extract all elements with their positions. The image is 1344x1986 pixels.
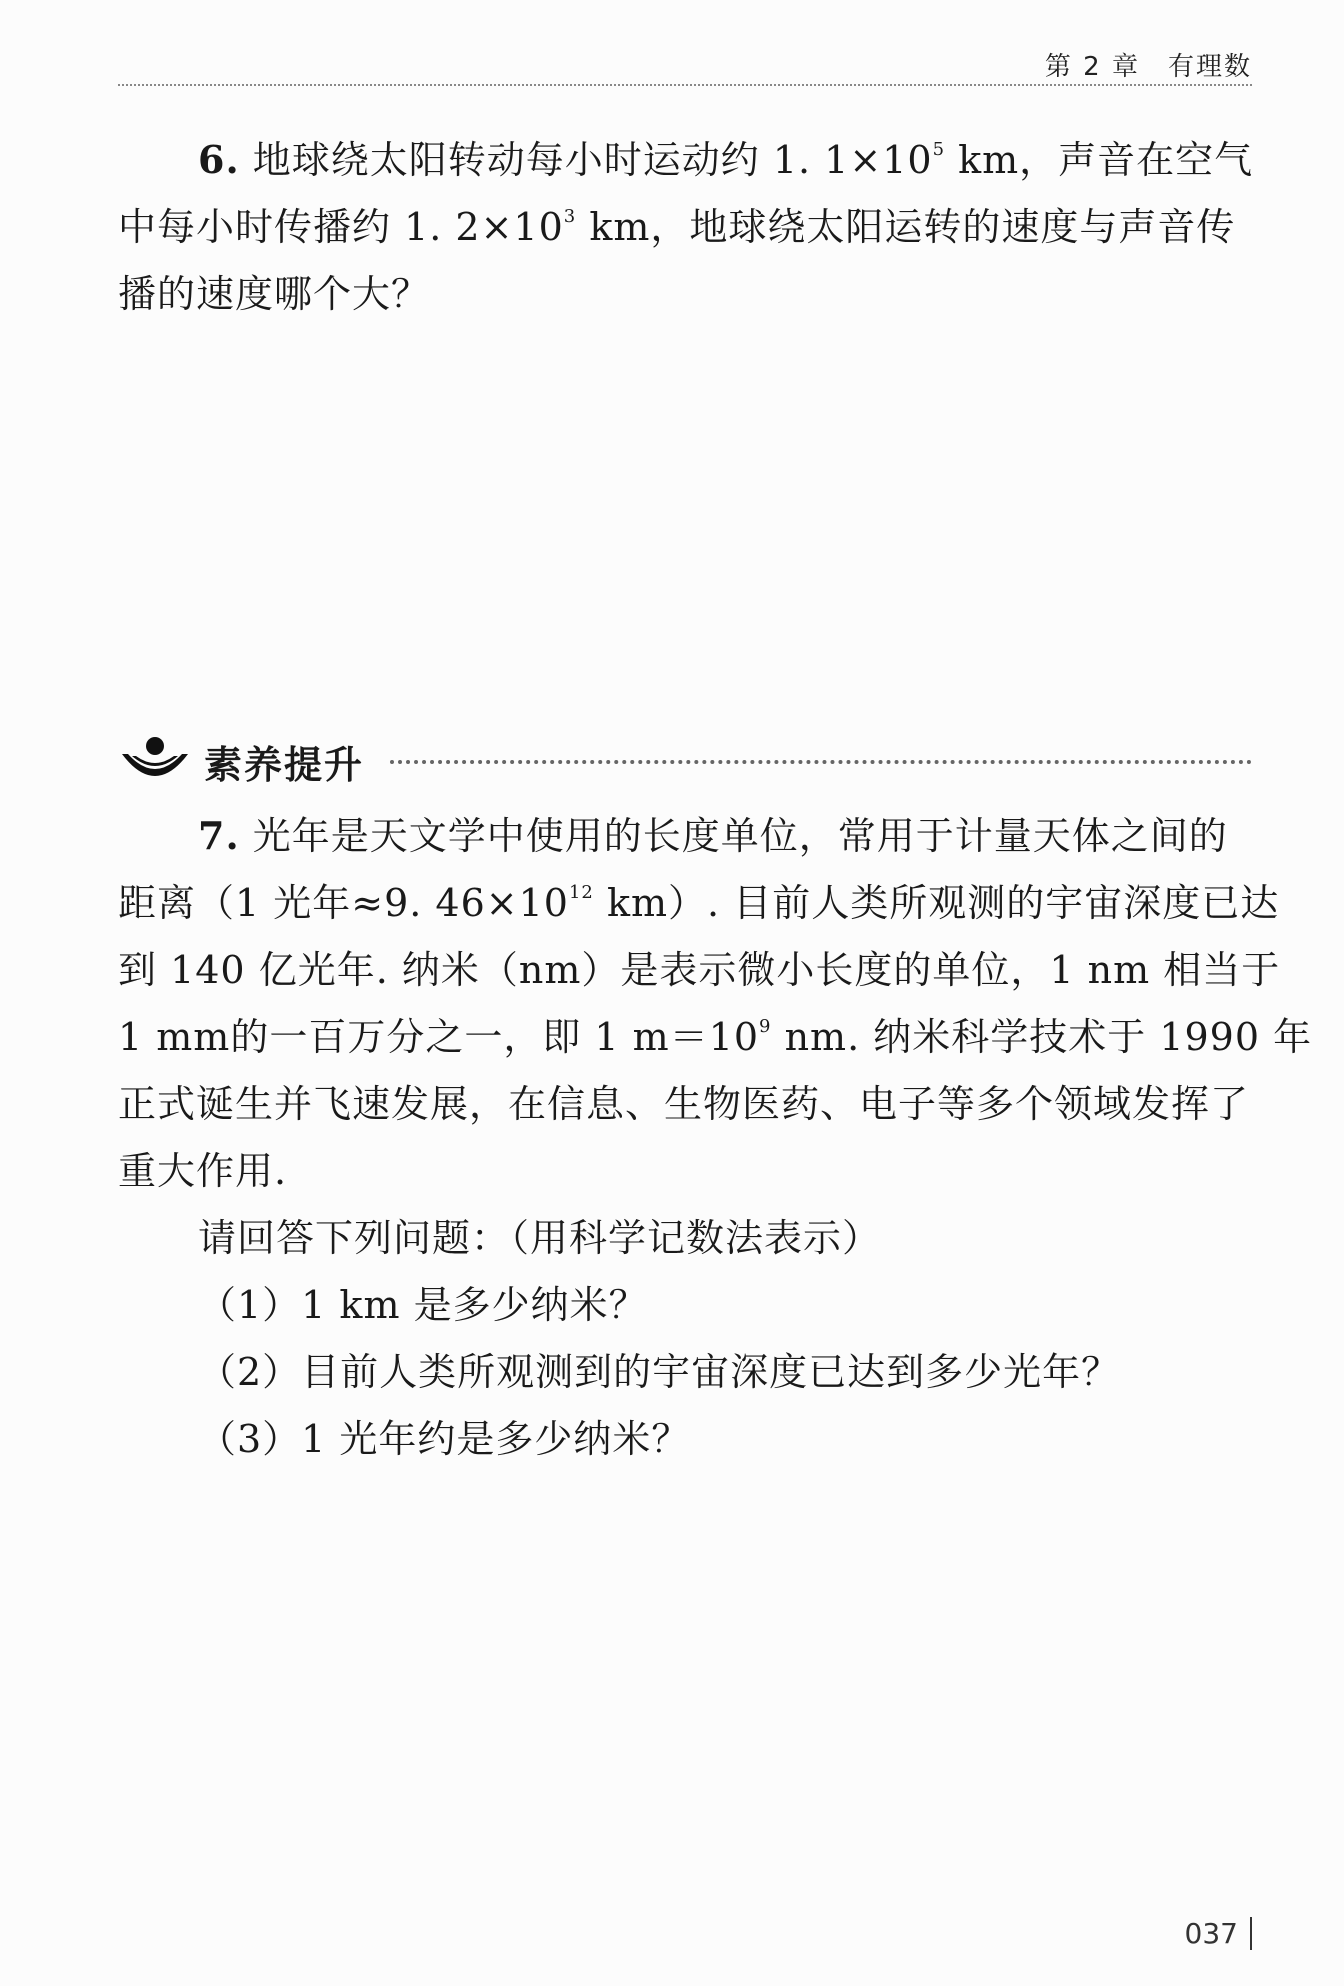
q7-line-1 (118, 802, 1252, 870)
question-7 (118, 802, 1313, 1473)
page-header (118, 40, 1252, 86)
q6-exponent-1: 5 (932, 139, 946, 160)
q7-text-4a: 1 mm的一百万分之一，即 1 m＝10 (118, 1015, 760, 1059)
q6-text-1b: km，声音在空气 (945, 138, 1254, 182)
q6-line-1 (118, 126, 1252, 194)
q7-line-6: 重大作用. (118, 1149, 288, 1193)
q7-prompt: 请回答下列问题：（用科学记数法表示） (198, 1216, 882, 1260)
q7-text-2a: 距离（1 光年≈9. 46×10 (118, 881, 569, 925)
q7-sub-question-1: （1）1 km 是多少纳米？ (198, 1283, 648, 1327)
q6-exponent-2: 3 (563, 206, 577, 227)
section-emblem-icon (118, 732, 192, 788)
section-title: 素养提升 (204, 743, 365, 787)
q6-line-3: 播的速度哪个大？ (118, 272, 431, 316)
q7-line-2 (38, 870, 1280, 937)
q7-line-5: 正式诞生并飞速发展，在信息、生物医药、电子等多个领域发挥了 (118, 1082, 1250, 1126)
q7-sub-question-3: （3）1 光年约是多少纳米？ (198, 1417, 691, 1461)
q7-exponent-2: 12 (568, 882, 594, 903)
q7-text-2b: km）. 目前人类所观测的宇宙深度已达 (593, 881, 1280, 925)
q6-text-2a: 中每小时传播约 1. 2×10 (118, 205, 564, 249)
q7-text-1: 光年是天文学中使用的长度单位，常用于计量天体之间的 (252, 814, 1228, 858)
q7-line-3: 到 140 亿光年. 纳米（nm）是表示微小长度的单位，1 nm 相当于 (118, 948, 1281, 992)
q6-text-1a: 地球绕太阳转动每小时运动约 1. 1×10 (252, 138, 933, 182)
question-6 (118, 126, 1252, 328)
q6-line-2 (38, 194, 1252, 261)
chapter-title: 第 2 章 有理数 (1044, 52, 1252, 82)
section-dotted-rule (390, 760, 1252, 764)
q7-exponent-4: 9 (759, 1016, 772, 1037)
q7-line-4 (38, 1004, 1313, 1071)
q7-sub-question-2: （2）目前人类所观测到的宇宙深度已达到多少光年？ (198, 1350, 1121, 1394)
q7-text-4b: nm. 纳米科学技术于 1990 年 (771, 1015, 1313, 1059)
section-heading (118, 730, 1252, 790)
header-dotted-rule (118, 84, 1252, 86)
q6-number: 6. (198, 137, 240, 182)
page-number: 037 (1185, 1917, 1252, 1950)
q7-number: 7. (198, 813, 240, 858)
q6-text-2b: km，地球绕太阳运转的速度与声音传 (576, 205, 1236, 249)
